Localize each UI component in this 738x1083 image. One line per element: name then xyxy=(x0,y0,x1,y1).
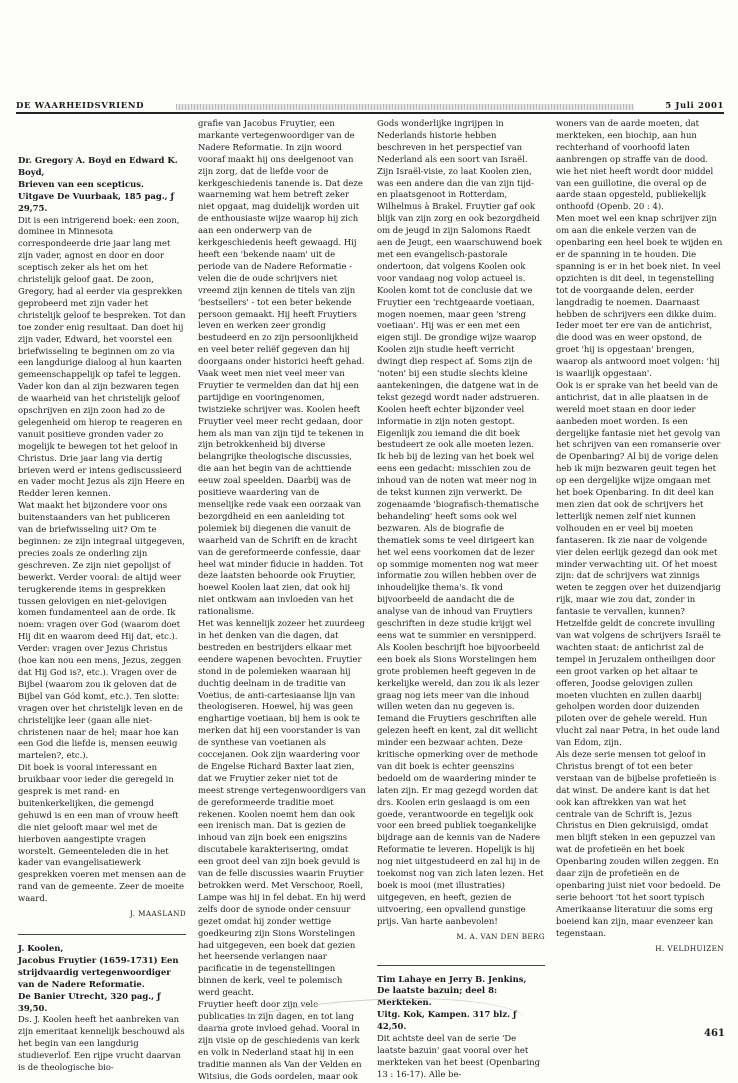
review3-authors: Tim Lahaye en Jerry B. Jenkins, xyxy=(377,973,527,984)
column-4 xyxy=(556,118,724,954)
review3-publisher: Uitg. Kok, Kampen. 317 blz. ƒ 42,50. xyxy=(377,1009,517,1032)
review3-title: De laatste bazuin; deel 8: Merkteken. xyxy=(377,985,498,1008)
column-1 xyxy=(18,155,186,1074)
review2-paragraph: Het was kennelijk zozeer het zuurdeeg in het denken van die dagen, dat bestreden en bestrijders elkaar met eendere wapenen bevochten. Fruytier stond in de polemieken waaraan hij duchtig deelnam in de traditie van Voetius, de anti-cartesiaanse lijn van theologiseren. Hoewel, hij was geen enghartige voetiaan, bij hem is ook te merken dat hij een voorstander is van de synthese van voetianen als coccejanen. Ook zijn waardering voor de Engelse Richard Baxter laat zien, dat we Fruytier zeker niet tot de meest strenge vertegenwoordigers van de gereformeerde traditie moet rekenen. Koolen noemt hem dan ook een irenisch man. Dat is gezien de inhoud van zijn boek een enigszins discutabele karakterisering, omdat een groot deel van zijn boek gevuld is van de felle discussies waarin Fruytier betrokken werd. Met Verschoor, Roell, Lampe was hij in fel debat. En hij werd zelfs door de synode onder censuur gezet omdat hij zonder wettige goedkeuring zijn Sions Worstelingen had uitgegeven, een boek dat gezien het heersende verlangen naar pacificatie in de tegenstellingen binnen de kerk, veel te polemisch werd geacht. xyxy=(198,618,366,998)
review2-paragraph: Fruytier heeft door zijn vele publicaties in zijn dagen, en tot lang daarna grote invloed gehad. Vooral in zijn visie op de geschiedenis van kerk en volk in Nederland staat hij in een traditie mannen als Van der Velden en Witsius, die Gods oordelen, maar ook xyxy=(198,999,362,1081)
review2-title: Jacobus Fruytier (1659-1731) Een strijdvaardig vertegenwoordiger van de Nadere Reformatie. xyxy=(18,954,179,989)
divider xyxy=(377,965,545,966)
review3-paragraph: woners van de aarde moeten, dat merkteken, een biochip, aan hun rechterhand of voorhoofd laten aanbrengen op straffe van de dood. wie het niet heeft wordt door middel van een guillotine, die overal op de aarde staan opgesteld, publiekelijk onthoofd (Openb. 20 : 4). xyxy=(556,118,714,212)
page-number: 461 xyxy=(704,1028,725,1039)
review1-authors: Dr. Gregory A. Boyd en Edward K. Boyd, xyxy=(18,155,178,177)
review3-paragraph: Ook is er sprake van het beeld van de antichrist, dat in alle plaatsen in de wereld moet staan en door ieder aanbeden moet worden. Is een dergelijke fantasie niet het gevolg van het schrijven van een romanserie over de Openbaring? Al bij de vorige delen heb ik mijn bezwaren geuit tegen het op een dergelijke wijze omgaan met het boek Openbaring. In dit deel kan men zien dat ook de schrijvers het letterlijk nemen zelf niet kunnen volhouden en er veel bij moeten fantaseren. Ik zie naar de volgende vier delen eerlijk gezegd dan ook met minder verwachting uit. Of het moest zijn: dat de schrijvers wat zinnigs weten te zeggen over het duizendjarig rijk, maar wie zou dat, zonder in fantasie te vervallen, kunnen? xyxy=(556,379,721,617)
masthead: DE WAARHEIDSVRIEND xyxy=(16,101,145,111)
review2-paragraph: Gods wonderlijke ingrijpen in Nederlands historie hebben beschreven in het perspectief van Nederland als een soort van Israël. Zijn Israël-visie, zo laat Koolen zien, was een andere dan die van zijn tijd- en plaatsgenoot in Rotterdam, Wilhelmus à Brakel. Fruytier gaf ook blijk van zijn zorg en ook bezorgdheid om de jeugd in zijn Salomons Raedt aen de Jeugt, een waarschuwend boek met een evangelisch-pastorale ondertoon, dat volgens Koolen ook voor vandaag nog volop actueel is. xyxy=(377,118,542,283)
column-2 xyxy=(198,118,366,1082)
review1-signature: J. MAASLAND xyxy=(130,909,186,919)
review2-signature: M. A. VAN DEN BERG xyxy=(456,931,545,941)
column-3 xyxy=(377,118,545,1081)
review1-paragraph: Dit is een intrigerend boek: een zoon, dominee in Minnesota correspondeerde drie jaar lang met zijn vader, agnost en door en door sceptisch zeker als het om het christelijk geloof gaat. De zoon, Gregory, had al eerder via gesprekken geprobeerd met zijn vader het christelijk geloof te bespreken. Tot dan toe zonder enig resultaat. Dan doet hij zijn vader, Edward, het voorstel een briefwisseling te beginnen om zo via een langdurige dialoog al hun kaarten gemeenschappelijk op tafel te leggen. Vader kon dan al zijn bezwaren tegen de waarheid van het christelijk geloof opschrijven en zijn zoon had zo de gelegenheid om hierop te reageren en vanuit positieve gronden vader zo mogelijk te bewegen tot het geloof in Christus. Drie jaar lang via dertig brieven werd er intens gediscussieerd en vader mocht Jezus als zijn Heere en Redder leren kennen. xyxy=(18,214,186,499)
review3-paragraph: Als deze serie mensen tot geloof in Christus brengt of tot een beter verstaan van de bijbelse profetieën is dat winst. De andere kant is dat het ook kan aftrekken van wat het centrale van de Schrift is, Jezus Christus en Dien gekruisigd, omdat men blijft steken in een gepuzzel van wat de profetieën en het boek Openbaring zouden willen zeggen. En daar zijn de profetieën en de openbaring juist niet voor bedoeld. De serie behoort 'tot het soort typisch Amerikaanse literatuur die soms erg boeiend kan zijn, maar evenzeer kan tegenstaan. xyxy=(556,749,721,938)
review1-paragraph: Dit boek is vooral interessant en bruikbaar voor ieder die geregeld in gesprek is met rand- en buitenkerkelijken, die gemengd gehuwd is en een man of vrouw heeft die niet gelooft maar wel met de hierboven aangestipte vragen worstelt. Gemeenteleden die in het kader van evangelisatiewerk gesprekken voeren met mensen aan de rand van de gemeente. Zeer de moeite waard. xyxy=(18,762,186,904)
review2-publisher: De Banier Utrecht, 320 pag., ƒ 39,50. xyxy=(18,990,161,1013)
divider xyxy=(18,934,186,935)
page-header xyxy=(16,101,724,114)
review2-paragraph: Koolen komt tot de conclusie dat we Fruytier een 'rechtgeaarde voetiaan, mogen noemen, maar geen 'streng voetiaan'. Hij was er een met een eigen stijl. De grondige wijze waarop Koolen zijn studie heeft verricht dwingt diep respect af. Soms zijn de 'noten' bij een studie slechts kleine aantekeningen, die datgene wat in de tekst gezegd wordt nader adstrueren. Koolen heeft echter bijzonder veel informatie in zijn noten gestopt. Eigenlijk zou iemand die dit boek bestudeert ze ook alle moeten lezen. Ik heb bij de lezing van het boek wel eens een gedacht: misschien zou de inhoud van de noten wat meer nog in de tekst kunnen zijn verwerkt. De zogenaamde 'biografisch-thematische behandeling' heeft soms ook wel bezwaren. Als de biografie de thematiek soms te veel dirigeert kan het wel eens voorkomen dat de lezer op sommige momenten nog wat meer informatie zou willen hebben over de inhoudelijke thema's. Ik vond bijvoorbeeld de aandacht die de analyse van de inhoud van Fruytiers geschriften in deze studie krijgt wel eens wat te summier en versnipperd. Als Koolen beschrijft hoe bijvoorbeeld een boek als Sions Worstelingen hem grote problemen heeft gegeven in de kerkelijke wereld, dan zou ik als lezer graag nog iets meer van die inhoud willen weten dan nu gegeven is. Iemand die Fruytiers geschriften alle gelezen heeft en kent, zal dit wellicht minder een bezwaar achten. Deze kritische opmerking over de methode van dit boek is echter geenszins bedoeld om de waardering minder te laten zijn. Er mag gezegd worden dat drs. Koolen erin geslaagd is om een goede, verantwoorde en tegelijk ook voor een breed publiek toegankelijke bijdrage aan de kennis van de Nadere Reformatie te leveren. Hopelijk is hij nog niet uitgestudeerd en zal hij in de toekomst nog van zich laten lezen. Het boek is mooi (met illustraties) uitgegeven, en heeft, gezien de uitvoering, een opvallend gunstige prijs. Van harte aanbevolen! xyxy=(377,284,544,926)
review2-opening: Ds. J. Koolen heeft het aanbreken van zijn emeritaat kennelijk beschouwd als het begin van een langdurig studieverlof. Een rijpe vrucht daarvan is de theologische bio- xyxy=(18,1014,185,1073)
review3-opening: Dit achtste deel van de serie 'De laatste bazuin' gaat vooral over het merkteken van het beest (Openbaring 13 : 16-17). Alle be- xyxy=(377,1033,540,1079)
review3-paragraph: Hetzelfde geldt de concrete invulling van wat volgens de schrijvers Israël te wachten staat: de antichrist zal de tempel in Jeruzalem ontheiligen door een groot varken op het altaar te offeren, Joodse gelovigen zullen moeten vluchten en zullen daarbij geholpen worden door duizenden piloten over de gehele wereld. Hun vlucht zal naar Petra, in het oude land van Edom, zijn. xyxy=(556,618,721,748)
review1-title: Brieven van een scepticus. xyxy=(18,178,144,189)
review1-publisher: Uitgave De Vuurbaak, 185 pag., ƒ 29,75. xyxy=(18,190,175,213)
review3-signature: H. VELDHUIZEN xyxy=(655,943,724,953)
review2-paragraph: grafie van Jacobus Fruytier, een markante vertegenwoordiger van de Nadere Reformatie. In zijn woord vooraf maakt hij ons deelgenoot van zijn zorg, dat de liefde voor de kerkgeschiedenis tanende is. Dat deze waarneming wat hem betreft zeker niet opgaat, mag duidelijk worden uit de enthousiaste wijze waarop hij zich aan een onderwerp van de kerkgeschiedenis heeft gewaagd. Hij heeft een 'bekende naam' uit de periode van de Nadere Reformatie - velen die de oude schrijvers niet vreemd zijn kennen de titels van zijn 'bestsellers' - tot een beter bekende persoon gemaakt. Hij heeft Fruytiers leven en werken zeer grondig bestudeerd en zo zijn persoonlijkheid en veel beter reliëf gegeven dan hij doorgaans onder historici heeft gehad. Vaak weet men niet veel meer van Fruytier te vermelden dan dat hij een partijdige en vooringenomen, twistzieke schrijver was. Koolen heeft Fruytier veel meer recht gedaan, door hem als man van zijn tijd te tekenen in zijn betrokkenheid bij diverse belangrijke theologische discussies, die aan het begin van de achttiende eeuw zoal speelden. Daarbij was de positieve waardering van de menselijke rede vaak een oorzaak van bezorgdheid en een aanleiding tot polemiek bij diegenen die vanuit de waarheid van de Schrift en de kracht van de gereformeerde confessie, daar heel wat minder fiducie in hadden. Tot deze laatsten behoorde ook Fruytier, hoewel Koolen laat zien, dat ook hij niet ontkwam aan invloeden van het rationalisme. xyxy=(198,118,365,617)
review2-authors: J. Koolen, xyxy=(18,943,64,953)
review1-paragraph: Wat maakt het bijzondere voor ons buitenstaanders van het publiceren van de briefwisseling uit? Om te beginnen: ze zijn integraal uitgegeven, precies zoals ze onderling zijn geschreven. Ze zijn niet gepolijst of bewerkt. Verder vooral: de altijd weer terugkerende items in gesprekken tussen gelovigen en niet-gelovigen komen fundamenteel aan de orde. Ik noem: vragen over God (waarom doet Hij dit en waarom deed Hij dat, etc.). Verder: vragen over Jezus Christus (hoe kan nou een mens, Jezus, zeggen dat Hij God is?, etc.). Vragen over de Bijbel (waarom zou ik geloven dat de Bijbel van Gód komt, etc.). Ten slotte: vragen over het christelijk leven en de christelijke leer (gaan alle niet-christenen naar de hel; maar hoe kan een God die liefde is, mensen eeuwig martelen?, etc.). xyxy=(18,500,185,761)
header-rule xyxy=(176,104,634,110)
review3-paragraph: Men moet wel een knap schrijver zijn om aan die enkele verzen van de openbaring een heel boek te wijden en er de spanning in te houden. Die spanning is er in het boek niet. In veel opzichten is dit deel, in tegenstelling tot de voorgaande delen, eerder langdradig te noemen. Daarnaast hebben de schrijvers een dikke duim. Ieder moet ter ere van de antichrist, die dood was en weer opstond, de groet 'hij is opgestaan' brengen, waarop als antwoord moet volgen: 'hij is waarlijk opgestaan'. xyxy=(556,213,723,379)
issue-date: 5 Juli 2001 xyxy=(665,101,724,111)
